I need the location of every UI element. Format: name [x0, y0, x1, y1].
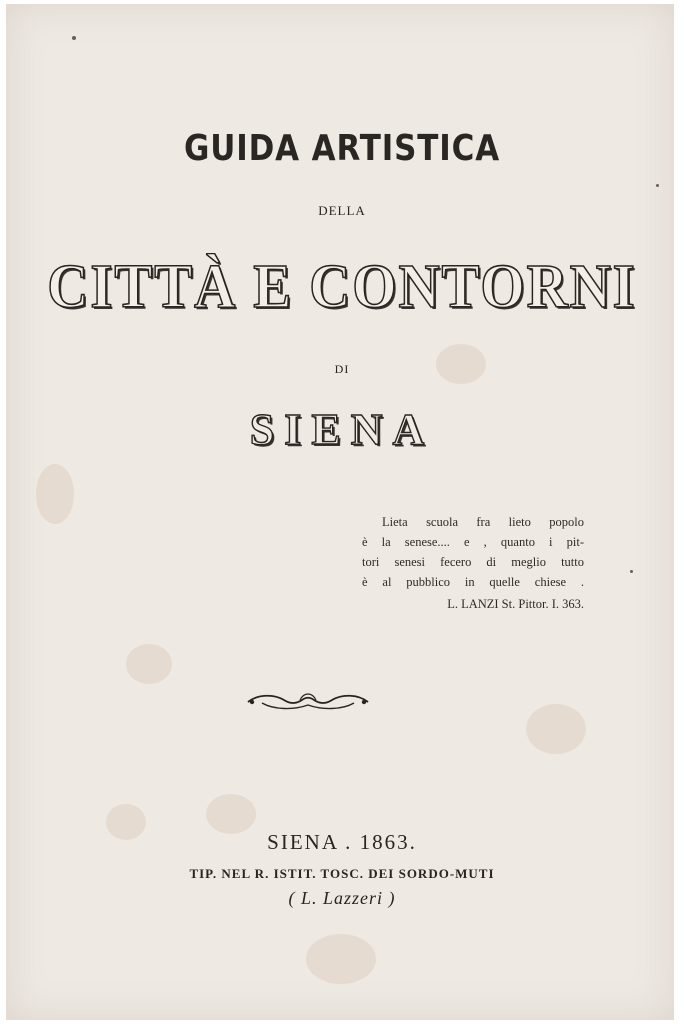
imprint-printer: TIP. NEL R. ISTIT. TOSC. DEI SORDO-MUTI — [189, 866, 495, 881]
imprint-printer-name: ( L. Lazzeri ) — [288, 888, 396, 908]
epigraph-attribution: L. LANZI St. Pittor. I. 363. — [447, 597, 584, 611]
foxing-stain — [306, 934, 376, 984]
epigraph-line: è la senese.... e , quanto i pit- — [362, 535, 584, 549]
title-line-guida-artistica: GUIDA ARTISTICA — [183, 128, 501, 169]
foxing-stain — [36, 464, 74, 524]
ink-speck — [72, 36, 76, 40]
title-line-della: DELLA — [318, 203, 366, 218]
epigraph-line: Lieta scuola fra lieto popolo — [382, 515, 584, 529]
epigraph-line: tori senesi fecero di meglio tutto — [362, 555, 584, 569]
foxing-stain — [526, 704, 586, 754]
flourish-ornament-icon — [244, 688, 372, 718]
foxing-stain — [126, 644, 172, 684]
ink-speck — [630, 570, 633, 573]
title-line-citta-e-contorni: CITTÀ E CONTORNI — [47, 253, 637, 321]
title-line-di: DI — [334, 362, 350, 376]
ink-speck — [656, 184, 659, 187]
imprint-place-year: SIENA . 1863. — [267, 830, 417, 854]
foxing-stain — [206, 794, 256, 834]
epigraph-line: è al pubblico in quelle chiese . — [362, 575, 584, 589]
title-line-siena: SIENA — [249, 405, 435, 454]
epigraph — [362, 512, 584, 614]
